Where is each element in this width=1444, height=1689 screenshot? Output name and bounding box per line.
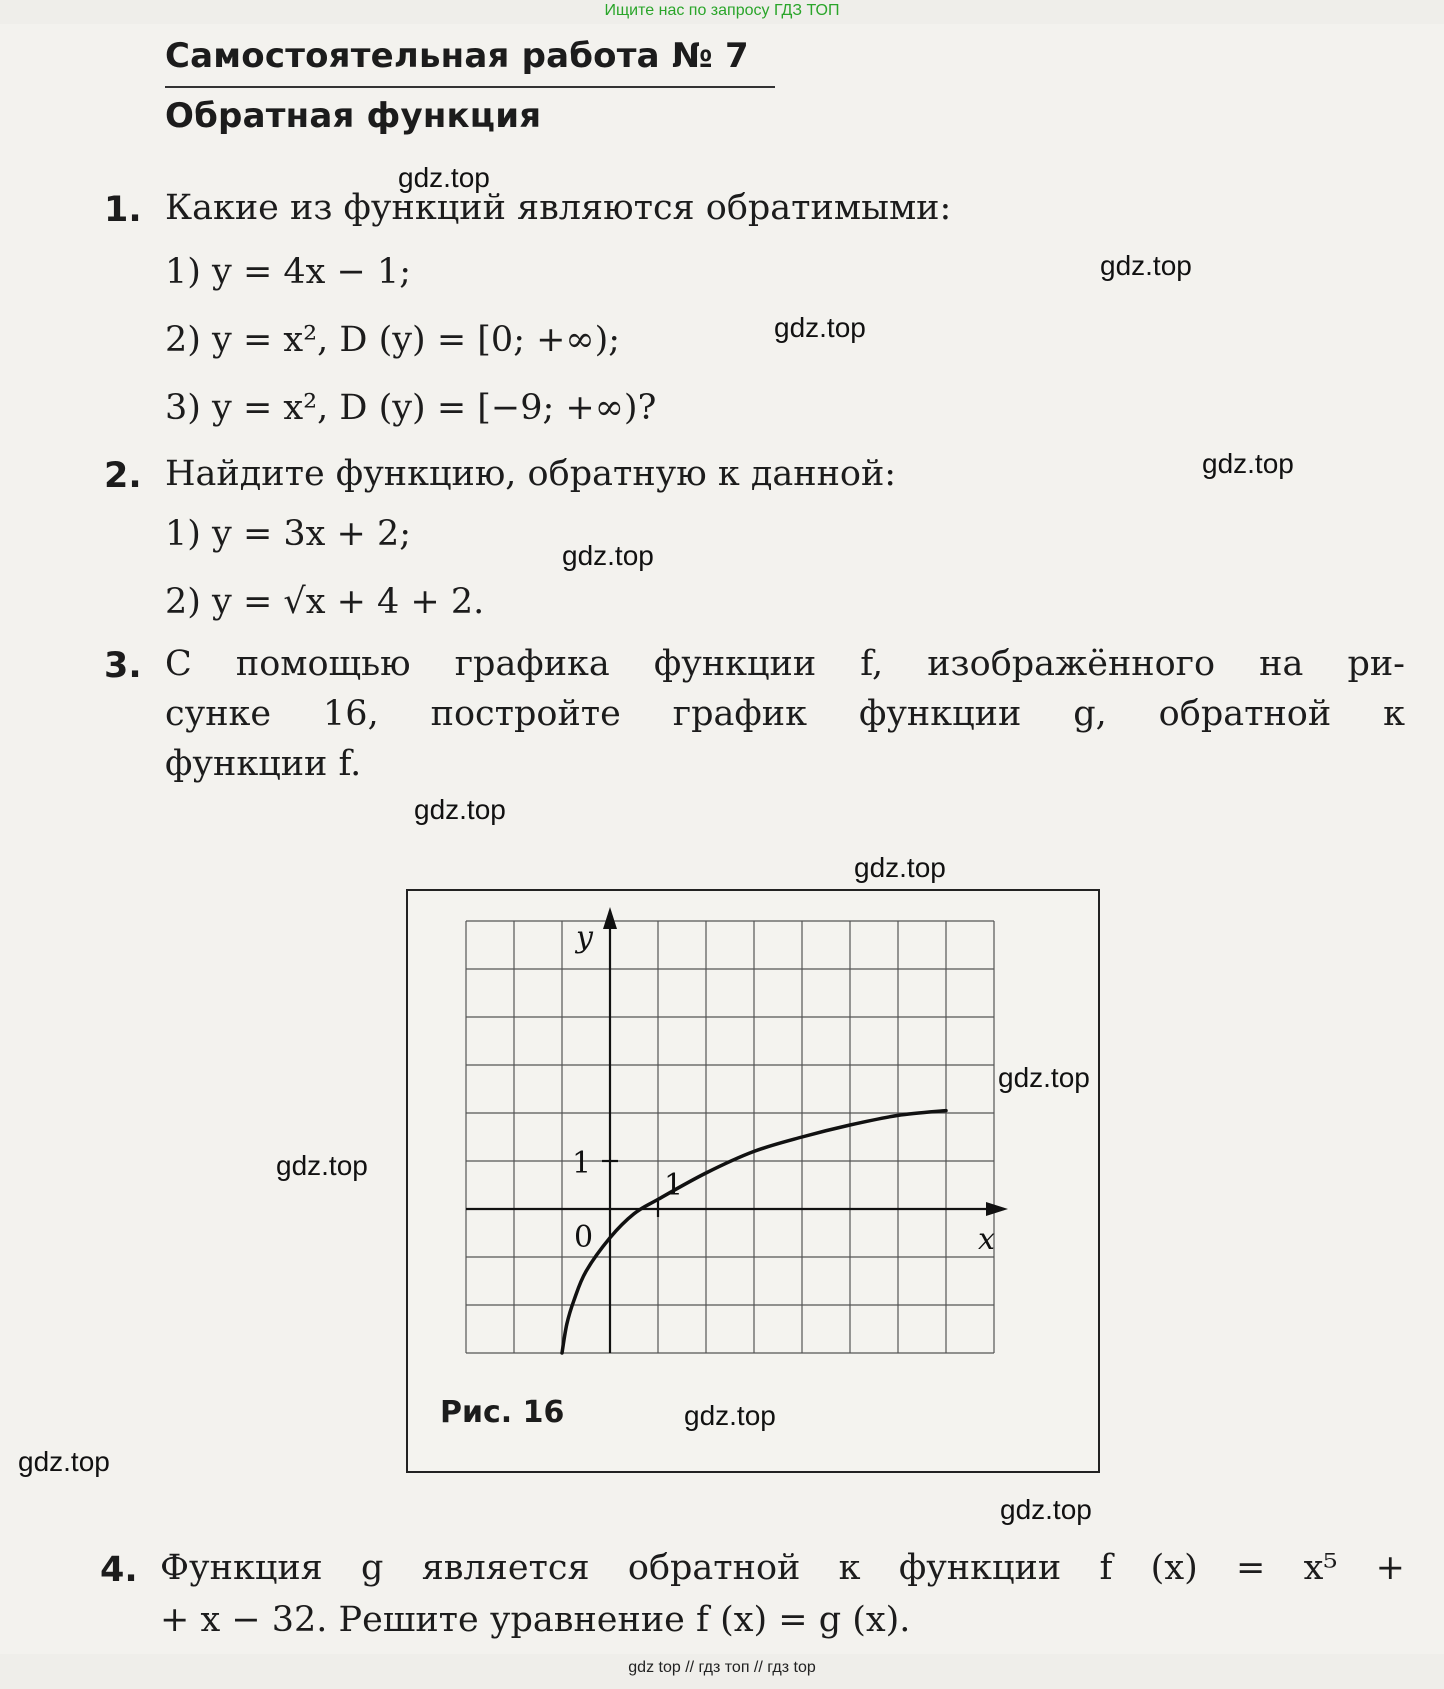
watermark: gdz.top — [684, 1400, 776, 1431]
grid — [466, 921, 994, 1353]
watermark: gdz.top — [398, 162, 490, 193]
task2-item-1: 1) y = 3x + 2; — [165, 514, 412, 554]
task1-item-2: 2) y = x², D (y) = [0; +∞); — [165, 320, 621, 360]
axis-labels — [572, 920, 995, 1257]
x-axis-label: x — [978, 1222, 995, 1257]
task4-line-2: + x − 32. Решите уравнение f (x) = g (x). — [160, 1600, 911, 1640]
watermark: gdz.top — [276, 1150, 368, 1181]
task1-text: Какие из функций являются обратимыми: — [165, 188, 952, 228]
y-tick-label: 1 — [572, 1146, 592, 1181]
watermark: gdz.top — [854, 852, 946, 883]
task1-item-1: 1) y = 4x − 1; — [165, 252, 412, 292]
origin-label: 0 — [574, 1220, 594, 1255]
watermark: gdz.top — [1202, 448, 1294, 479]
watermark: gdz.top — [1000, 1494, 1092, 1525]
top-banner[interactable]: Ищите нас по запросу ГДЗ ТОП — [604, 2, 840, 19]
y-axis-label: y — [576, 920, 593, 955]
watermark: gdz.top — [1100, 250, 1192, 281]
task3-line-1: С помощью графика функции f, изображённого на ри- — [165, 644, 1405, 684]
watermark: gdz.top — [18, 1446, 110, 1477]
task3-line-3: функции f. — [165, 744, 362, 784]
watermark: gdz.top — [774, 312, 866, 343]
y-axis-arrow — [603, 907, 617, 929]
page-title: Самостоятельная работа № 7 — [165, 36, 749, 76]
x-axis-arrow — [986, 1202, 1008, 1216]
task4-line-1: Функция g является обратной к функции f (x) = x⁵ + — [160, 1548, 1405, 1588]
task3-number: 3. — [104, 646, 142, 686]
watermark: gdz.top — [562, 540, 654, 571]
task1-number: 1. — [104, 190, 142, 230]
textbook-page — [0, 24, 1444, 1654]
task4-number: 4. — [100, 1550, 138, 1590]
task1-item-3: 3) y = x², D (y) = [−9; +∞)? — [165, 388, 657, 428]
axes — [466, 907, 1008, 1353]
task3-line-2: сунке 16, постройте график функции g, обратной к — [165, 694, 1405, 734]
page-subtitle: Обратная функция — [165, 96, 542, 136]
watermark: gdz.top — [414, 794, 506, 825]
task2-text: Найдите функцию, обратную к данной: — [165, 454, 897, 494]
figure-caption: Рис. 16 — [440, 1395, 565, 1430]
bottom-banner[interactable]: gdz top // гдз топ // гдз top — [628, 1659, 816, 1676]
function-graph — [408, 891, 1098, 1391]
x-tick-label: 1 — [664, 1168, 684, 1203]
task2-number: 2. — [104, 456, 142, 496]
task2-item-2: 2) y = √x + 4 + 2. — [165, 582, 485, 622]
figure-16 — [406, 889, 1100, 1473]
watermark: gdz.top — [998, 1062, 1090, 1093]
title-divider — [165, 86, 775, 88]
